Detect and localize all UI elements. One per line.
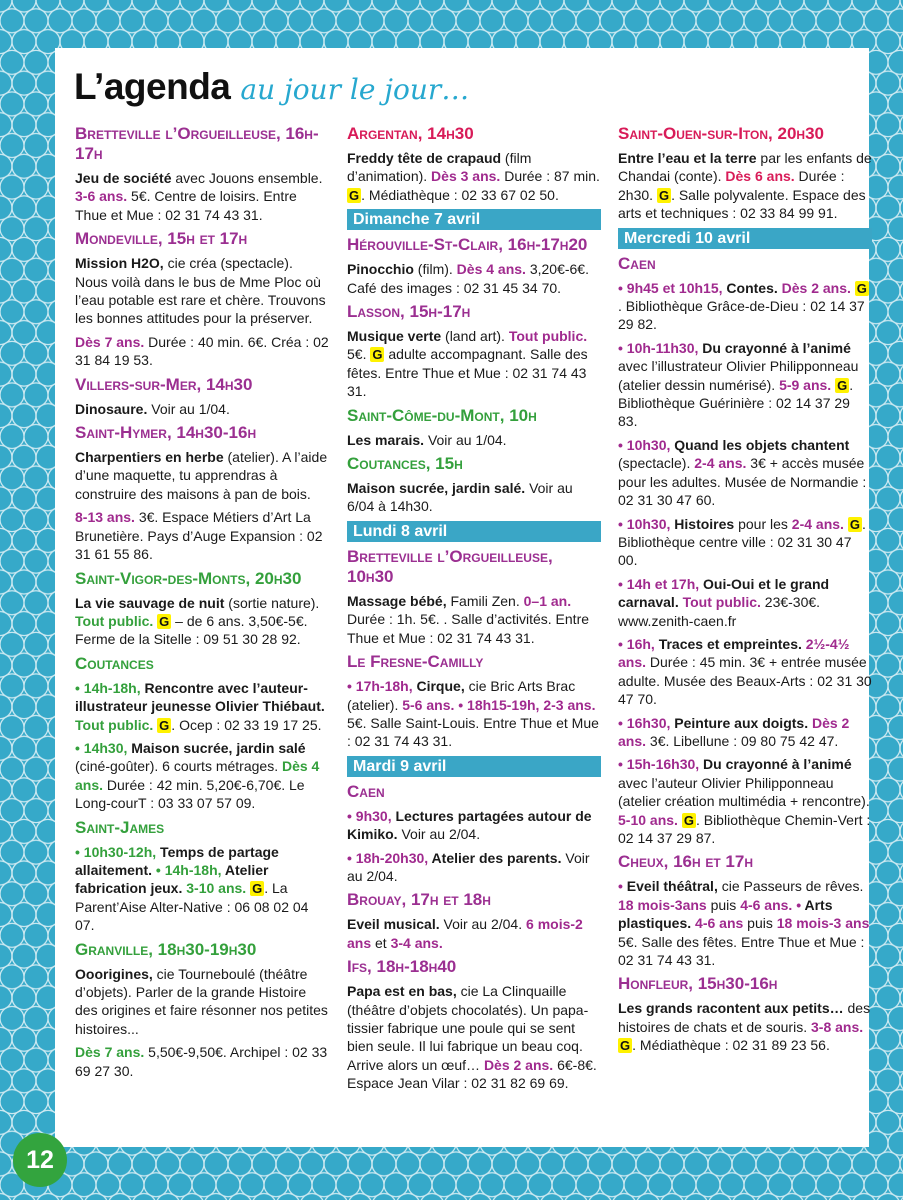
event-text [618,999,872,1054]
event-title: Papa est en bas, [347,983,457,1000]
event-title: Arts plastiques. [618,896,833,932]
page-number: 12 [13,1133,67,1187]
event-age: • 17h-18h, [347,678,413,695]
event-age: 3-4 ans. [390,934,443,951]
event-age: • 14h-18h, [155,861,222,878]
event-title: Oui-Oui et le grand carnaval. [618,575,830,611]
event-title: Pinocchio [347,261,414,278]
event-detail: 5€. Salle des fêtes. Entre Thue et Mue : 02 31 74 43 31. [618,933,865,969]
event-detail: par les enfants de Chandai (conte). [618,150,872,185]
event-detail: Durée : 1h. 5€. . Salle d’activités. Entre Thue et Mue : 02 31 74 43 31. [347,611,590,646]
event-age: • 16h, [618,635,655,652]
page-title [74,66,469,116]
event-age: 2-4 ans. [791,515,844,532]
event-text [75,739,329,813]
event-age: Dès 2 ans. [618,714,850,749]
event-detail: – de 6 ans. 3,50€-5€. Ferme de la Sitelle : 09 51 30 28 92. [75,612,308,648]
event-detail: puis [743,915,777,932]
event-title: Traces et empreintes. [654,635,802,652]
event-title: Rencontre avec l’auteur-illustrateur jeunesse Olivier Thiébaut. [75,679,325,715]
event-text [347,677,601,751]
event-detail: (land art). [441,328,509,345]
event-age: Dès 6 ans. [725,168,795,185]
event-age: • 9h45 et 10h15, [618,279,723,296]
event-age: 3-8 ans. [811,1018,864,1035]
event-title: Charpentiers en herbe [75,449,224,466]
event-title: Entre l’eau et la terre [618,150,757,166]
event-title: Peinture aux doigts. [670,714,809,731]
event-text [347,982,601,1092]
event-title: Les grands racontent aux petits… [618,1000,844,1017]
g-badge-icon: G [856,280,867,296]
event-detail: des histoires de chats et de souris. [618,1000,871,1035]
date-bar: Mardi 9 avril [347,756,601,777]
event-detail: Voir au 2/04. [347,849,590,884]
event-text [75,400,329,418]
event-age: 6 mois-2 ans [347,916,583,951]
event-age: Dès 4 ans. [75,758,320,793]
event-title: La vie sauvage de nuit [75,594,225,611]
event-age: 18 mois-3 ans [776,915,870,932]
event-text [347,915,601,952]
event-detail: 5€. Salle Saint-Louis. Entre Thue et Mue : 02 31 74 43 31. [347,714,599,750]
event-age: Tout public. [75,612,154,629]
column-2 [347,124,601,1098]
event-title: Du crayonné à l’animé [698,339,851,356]
event-detail: (sortie nature). [224,594,320,611]
event-detail: avec Jouons ensemble. [171,170,323,186]
date-bar: Mercredi 10 avril [618,228,872,249]
event-age: Tout public. [508,328,588,345]
event-age: 0–1 an. [523,592,572,609]
event-detail: Durée : 2h30. [618,168,845,203]
event-title: Jeu de société [75,170,172,186]
event-heading: Lasson, 15h-17h [347,302,471,322]
event-detail: . Bibliothèque Guérinière : 02 14 37 29 83. [618,376,854,430]
g-badge-icon: G [620,1038,631,1054]
event-age: 4-6 ans. [740,896,793,913]
event-text [618,575,872,630]
event-age: 3-6 ans. [75,188,128,205]
event-detail: . Ocep : 02 33 19 17 25. [171,716,322,733]
event-detail: (ciné-goûter). 6 courts métrages. [75,758,282,775]
event-title: Maison sucrée, jardin salé. [347,480,526,497]
event-detail: Voir au 6/04 à 14h30. [347,480,573,515]
event-detail: . Bibliothèque Chemin-Vert : 02 14 37 29 87. [618,811,871,846]
event-detail: cie La Clinquaille (théâtre d’objets chocolatés). Un papa-tissier fabrique une poule qui se sent bien seule. Il lui fabrique un beau coq. Arrive alors un œuf… [347,983,589,1073]
event-heading: Brouay, 17h et 18h [347,890,491,910]
event-detail: 5€. [347,346,371,363]
event-title: Massage bébé, [347,592,447,609]
g-badge-icon: G [349,187,360,203]
event-title: Maison sucrée, jardin salé [127,739,306,756]
event-detail: Voir au 2/04. [397,826,481,843]
event-heading: Mondeville, 15h et 17h [75,229,248,249]
event-detail: avec l’illustrateur Olivier Philipponneau (atelier dessin numérisé). [618,358,859,393]
event-heading: Saint-Ouen-sur-Iton, 20h30 [618,124,824,143]
event-heading: Bretteville l’Orgueilleuse, 10h30 [347,546,553,586]
event-title: Musique verte [347,328,442,345]
event-age: • 10h30, [618,436,671,453]
event-text [347,479,601,516]
event-text [618,877,872,969]
event-title: Les marais. [347,431,425,448]
event-age: Tout public. [75,716,154,733]
event-heading: Saint-Vigor-des-Monts, 20h30 [75,568,302,588]
event-detail: 5,50€-9,50€. Archipel : 02 33 69 27 30. [75,1044,328,1079]
event-age: 5-6 ans. [402,696,455,713]
event-detail: 3,20€-6€. Café des images : 02 31 45 34 70. [347,261,589,296]
event-heading: Bretteville l’Orgueilleuse, 16h-17h [75,124,319,163]
event-age: • 18h15-19h, 2-3 ans. [458,696,596,713]
event-heading: Argentan, 14h30 [347,124,474,143]
event-age: • 10h-11h30, [618,339,699,356]
event-title: Ooorigines, [75,965,153,982]
event-heading: Cheux, 16h et 17h [618,852,753,872]
event-detail: Durée : 45 min. 3€ + entrée musée adulte. Musée des Beaux-Arts : 02 31 30 47 70. [618,654,872,708]
date-bar: Dimanche 7 avril [347,209,601,230]
event-age: 5-10 ans. [618,811,678,828]
event-text [618,339,872,431]
event-text [75,333,329,370]
event-heading: Saint-James [75,817,165,837]
event-age: Dès 7 ans. [75,1044,145,1061]
event-detail: pour les [734,515,792,532]
event-text [347,807,601,844]
event-text [347,431,601,449]
event-text [347,592,601,647]
event-title: Lectures partagées autour de Kimiko. [347,807,592,843]
event-age: 4-6 ans [695,915,744,932]
event-title: Du crayonné à l’animé [699,756,852,773]
event-age: • 10h30, [618,515,671,532]
event-detail: 23€-30€. www.zenith-caen.fr [618,594,821,629]
event-detail: . La Parent’Aise Alter-Native : 06 08 02 04 07. [75,880,309,934]
event-age: • 18h-20h30, [347,849,429,866]
event-text [75,508,329,563]
event-text [75,594,329,649]
event-detail: (film). [413,261,457,278]
event-heading: Saint-Hymer, 14h30-16h [75,423,257,443]
event-title: Eveil musical. [347,916,440,933]
event-text [75,169,329,224]
event-text [75,679,329,734]
event-title: Atelier fabrication jeux. [75,861,269,897]
event-detail: 3€ + accès musée pour les adultes. Musée de Normandie : 02 31 30 47 60. [618,455,867,509]
event-text [618,279,872,334]
event-text [75,448,329,503]
event-age: • 14h et 17h, [618,575,700,592]
event-age: Tout public. [682,594,761,611]
event-age: Dès 7 ans. [75,333,145,350]
g-badge-icon: G [658,187,670,203]
event-detail: adulte accompagnant. Salle des fêtes. Entre Thue et Mue : 02 31 74 43 31. [347,346,588,400]
date-bar: Lundi 8 avril [347,521,601,542]
event-title: Dinosaure. [75,400,148,417]
event-heading: Caen [347,781,385,801]
event-detail: et [371,934,391,951]
event-age: 8-13 ans. [75,509,135,526]
event-age: • 14h30, [75,739,128,756]
event-detail: avec l’auteur Olivier Philipponneau (atelier création multimédia + rencontre). [618,774,870,810]
g-badge-icon: G [683,812,694,828]
event-title: Contes. [722,279,778,296]
event-title: Quand les objets chantent [670,436,850,453]
event-text [75,254,329,328]
event-detail: Voir au 2/04. [439,916,527,933]
event-heading: Coutances, 15h [347,454,463,474]
event-heading: Villers-sur-Mer, 14h30 [75,374,253,394]
event-detail: 3€. Espace Métiers d’Art La Brunetière. Pays d’Auge Expansion : 02 31 61 55 86. [75,509,323,563]
event-detail: (atelier). A l’aide d’une maquette, tu apprendras à construire des maisons à pan de bois. [75,449,328,502]
event-title: Cirque, [412,678,465,695]
event-detail: Durée : 87 min. [500,168,600,185]
event-age: 2-4 ans. [694,455,747,472]
event-detail: puis [706,896,741,913]
column-1 [75,124,329,1085]
event-detail: . Bibliothèque Grâce-de-Dieu : 02 14 37 29 82. [618,298,865,333]
g-badge-icon: G [849,516,860,532]
event-age: Dès 3 ans. [431,168,501,185]
event-age: • [796,896,805,913]
event-text [75,965,329,1039]
event-text [347,849,601,886]
event-detail: 3€. Libellune : 09 80 75 42 47. [646,732,839,749]
event-text [618,635,872,709]
g-badge-icon: G [252,881,263,897]
event-heading: Honfleur, 15h30-16h [618,974,778,994]
event-detail: Famili Zen. [446,592,524,609]
event-age: • 10h30-12h, [75,843,157,860]
event-age: 18 mois-3ans [618,896,707,913]
title-main: L’agenda [74,66,231,107]
event-detail: . Médiathèque : 02 31 89 23 56. [632,1037,830,1054]
event-title: Histoires [670,515,735,532]
event-age: Dès 4 ans. [456,261,526,278]
event-title: Temps de partage allaitement. [75,843,279,878]
event-age: • 9h30, [347,807,392,824]
event-age: 2½-4½ ans. [618,635,850,671]
event-text [75,1043,329,1080]
g-badge-icon: G [159,717,170,733]
event-heading: Caen [618,253,656,273]
event-text [618,436,872,510]
title-script: au jour le jour… [240,73,470,106]
event-text [618,149,872,223]
event-detail: Durée : 42 min. 5,20€-6,70€. Le Long-courT : 03 33 07 57 09. [75,776,305,812]
event-text [347,260,601,297]
event-detail: cie Bric Arts Brac (atelier). [347,678,576,713]
event-text [618,714,872,751]
event-text [618,515,872,570]
event-detail: Voir au 1/04. [147,400,230,417]
event-detail: Voir au 1/04. [424,431,507,448]
event-title: Atelier des parents. [428,849,562,866]
event-text [347,327,601,401]
event-detail: cie créa (spectacle). Nous voilà dans le bus de Mme Ploc où l’eau potable est rare et chère. Trouvons les bonnes attitudes pour la préserver. [75,255,326,327]
event-detail: cie Tourneboulé (théâtre d’objets). Parler de la grande Histoire des origines et faire résonner nos petites histoires... [75,965,328,1037]
event-detail: (film d’animation). [347,150,532,185]
event-title: Freddy tête de crapaud [347,150,502,166]
event-detail: 6€-8€. Espace Jean Vilar : 02 31 82 69 69. [347,1056,597,1092]
column-3 [618,124,872,1060]
event-detail: . Bibliothèque centre ville : 02 31 30 47 00. [618,515,866,569]
event-detail: Durée : 40 min. 6€. Créa : 02 31 84 19 53. [75,333,329,369]
g-badge-icon: G [837,377,848,393]
event-text [75,843,329,935]
event-detail: 5€. Centre de loisirs. Entre Thue et Mue : 02 31 74 43 31. [75,188,297,223]
event-age: Dès 2 ans. [483,1056,554,1073]
event-text [618,755,872,847]
event-age: • 16h30, [618,714,671,731]
event-heading: Le Fresne-Camilly [347,652,484,672]
event-age: 5-9 ans. [779,376,832,393]
g-badge-icon: G [159,613,170,629]
event-heading: Saint-Côme-du-Mont, 10h [347,405,537,425]
event-age: • [618,878,627,895]
event-heading: Granville, 18h30-19h30 [75,939,257,959]
event-age: • 15h-16h30, [618,756,700,773]
event-detail: . Médiathèque : 02 33 67 02 50. [361,186,559,203]
event-heading: Coutances [75,653,154,673]
event-heading: Ifs, 18h-18h40 [347,957,457,977]
event-title: Eveil théâtral, [626,878,718,895]
event-heading: Hérouville-St-Clair, 16h-17h20 [347,235,588,255]
event-detail: . Salle polyvalente. Espace des arts et techniques : 02 33 84 99 91. [618,186,866,222]
event-detail: cie Passeurs de rêves. [717,878,864,895]
event-title: Mission H2O, [75,255,164,272]
event-age: 3-10 ans. [186,880,247,897]
event-detail: (spectacle). [618,455,695,472]
event-text [347,149,601,204]
event-age: • 14h-18h, [75,679,141,696]
g-badge-icon: G [372,347,383,363]
event-age: Dès 2 ans. [781,279,851,296]
